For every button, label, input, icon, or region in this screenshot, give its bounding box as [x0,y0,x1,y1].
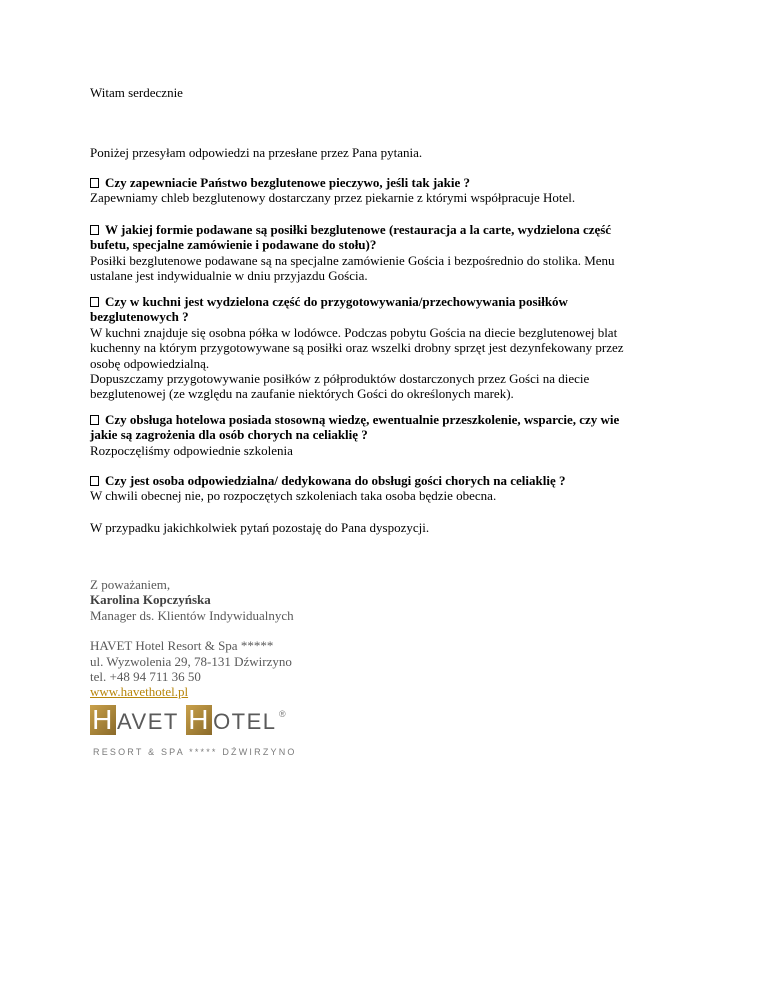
qa-item [90,412,619,458]
answer: kuchenny na którym przygotowywane są posiłki oraz wszelki drobny sprzęt jest dezynfekowany przez [90,340,624,356]
answer: Dopuszczamy przygotowywanie posiłków z półproduktów dostarczonych przez Gości na diecie [90,371,590,387]
answer: bezglutenowej (ze względu na zaufanie niektórych Gości do określonych marek). [90,386,514,402]
answer: Posiłki bezglutenowe podawane są na specjalne zamówienie Gościa i bezpośrednio do stolika. Menu [90,252,615,268]
missing-glyph-icon [90,225,99,235]
havet-hotel-logo [90,703,297,763]
answer: Zapewniamy chleb bezglutenowy dostarczany przez piekarnie z którymi współpracuje Hotel. [90,190,576,206]
missing-glyph-icon [90,297,99,307]
logo-wordmark: H AVET H OTEL [90,705,277,737]
question-continued: bezglutenowych ? [90,309,189,325]
qa-item [90,294,624,402]
company-phone: tel. +48 94 711 36 50 [90,669,201,685]
greeting: Witam serdecznie [90,85,183,100]
company-address: ul. Wyzwolenia 29, 78-131 Dźwirzyno [90,653,292,669]
logo-subtitle: RESORT & SPA ***** DŹWIRZYNO [93,747,297,757]
missing-glyph-icon [90,415,99,425]
website-link[interactable]: www.havethotel.pl [90,684,189,700]
qa-item [90,175,575,206]
missing-glyph-icon [90,178,99,188]
salutation: Z poważaniem, [90,577,171,592]
answer: Rozpoczęliśmy odpowiednie szkolenia [90,442,293,458]
answer: ustalane jest indywidualnie w dniu przyjazdu Gościa. [90,268,368,284]
answer: osobę odpowiedzialną. [90,355,210,371]
question: Czy obsługa hotelowa posiada stosowną wiedzę, ewentualnie przeszkolenie, wsparcie, czy wie [90,412,619,427]
signer-position: Manager ds. Klientów Indywidualnych [90,607,294,623]
question: W jakiej formie podawane są posiłki bezglutenowe (restauracja a la carte, wydzielona część [90,222,615,237]
question-continued: jakie są zagrożenia dla osób chorych na celiaklię ? [90,427,368,443]
company-name: HAVET Hotel Resort & Spa ***** [90,638,274,654]
signer-name: Karolina Kopczyńska [90,592,211,608]
signature [90,577,294,700]
qa-item [90,473,565,504]
question: Czy w kuchni jest wydzielona część do przygotowywania/przechowywania posiłków [90,294,624,309]
answer: W chwili obecnej nie, po rozpoczętych szkoleniach taka osoba będzie obecna. [90,488,497,504]
answer: W kuchni znajduje się osobna półka w lodówce. Podczas pobytu Gościa na diecie bezglutenowej blat [90,324,618,340]
question: Czy zapewniacie Państwo bezglutenowe pieczywo, jeśli tak jakie ? [90,175,575,190]
question: Czy jest osoba odpowiedzialna/ dedykowana do obsługi gości chorych na celiaklię ? [90,473,565,488]
missing-glyph-icon [90,476,99,486]
closing-text: W przypadku jakichkolwiek pytań pozostaję do Pana dyspozycji. [90,520,430,535]
registered-mark: ® [279,709,286,719]
qa-item [90,222,615,284]
intro-text: Poniżej przesyłam odpowiedzi na przesłane przez Pana pytania. [90,145,423,160]
question-continued: bufetu, specjalne zamówienie i podawane do stołu)? [90,237,377,253]
